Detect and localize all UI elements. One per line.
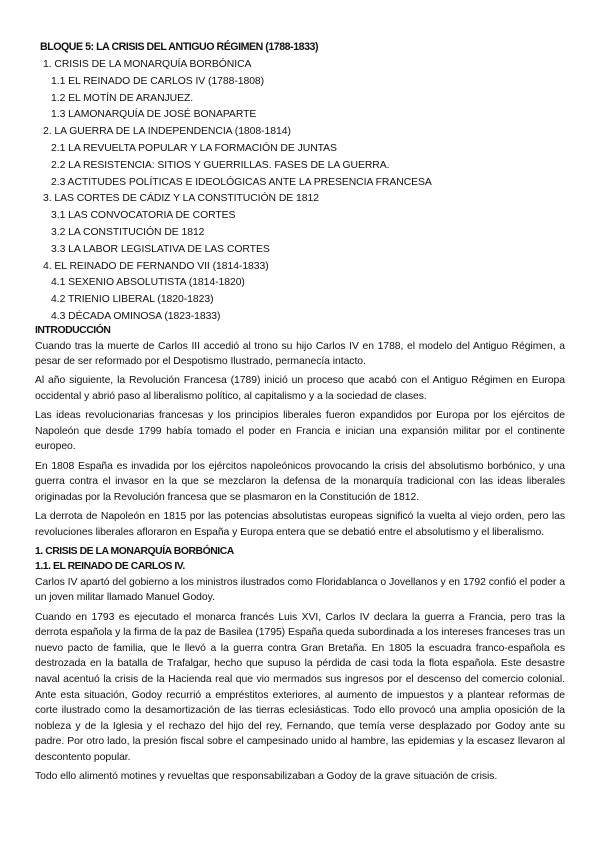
intro-paragraph: La derrota de Napoleón en 1815 por las potencias absolutistas europeas significó la vuelta al viejo orden, pero las revoluciones liberales afloraron en España y Europa entera que se debatió entre el absolutismo y el liberalismo. xyxy=(35,510,565,538)
intro-paragraph: Cuando tras la muerte de Carlos III accedió al trono su hijo Carlos IV en 1788, el modelo del Antiguo Régimen, a pesar de ser reformado por el Despotismo Ilustrado, permanecía intacto. xyxy=(35,340,565,368)
section-1-paragraph: Carlos IV apartó del gobierno a los ministros ilustrados como Floridablanca o Jovellanos y en 1792 confió el poder a un joven militar llamado Manuel Godoy. xyxy=(35,576,565,604)
toc-section-1: 1. CRISIS DE LA MONARQUÍA BORBÓNICA xyxy=(43,59,252,70)
section-1-paragraph: Cuando en 1793 es ejecutado el monarca francés Luis XVI, Carlos IV declara la guerra a Francia, pero tras la derrota española y la firma de la paz de Basilea (1795) España queda subordinada a los intereses franceses tras un nuevo pacto de familia, que le llevó a la guerra contra Gran Bretaña. En 1805 la escuadra franco-española es destrozada en la batalla de Trafalgar, hecho que supuso la pérdida de casi toda la flota española. Este desastre naval acentuó la crisis de la Hacienda real que vio mermados sus ingresos por el descenso del comercio colonial. Ante esta situación, Godoy recurrió a empréstitos exteriores, al aumento de impuestos y a plantear reformas de corte ilustrado como la desamortización de las tierras eclesiásticas. Todo ello provocó una amplia oposición de la nobleza y de la Iglesia y el rechazo del hijo del rey, Fernando, que temía verse desplazado por Godoy ante su padre. Por otro lado, la presión fiscal sobre el campesinado unido al hambre, las epidemias y la escasez llevaron al descontento popular. xyxy=(35,611,565,763)
intro-paragraph: Las ideas revolucionarias francesas y los principios liberales fueron expandidos por Europa por los ejércitos de Napoleón que desde 1799 había tomado el poder en Francia e inician una expansión militar por el continente europeo. xyxy=(35,410,565,453)
toc-item-3-3: 3.3 LA LABOR LEGISLATIVA DE LAS CORTES xyxy=(51,243,270,255)
toc-item-2-3: 2.3 ACTITUDES POLÍTICAS E IDEOLÓGICAS ANTE LA PRESENCIA FRANCESA xyxy=(51,176,432,188)
toc-section-2: 2. LA GUERRA DE LA INDEPENDENCIA (1808-1814) xyxy=(43,126,291,138)
toc-item-4-2: 4.2 TRIENIO LIBERAL (1820-1823) xyxy=(51,294,214,306)
toc-item-3-1: 3.1 LAS CONVOCATORIA DE CORTES xyxy=(51,210,236,222)
toc-item-4-3: 4.3 DÉCADA OMINOSA (1823-1833) xyxy=(51,310,221,322)
intro-heading: INTRODUCCIÓN xyxy=(35,325,111,336)
toc-item-2-2: 2.2 LA RESISTENCIA: SITIOS Y GUERRILLAS. FASES DE LA GUERRA. xyxy=(51,159,390,171)
toc-item-1-3: 1.3 LAMONARQUÍA DE JOSÉ BONAPARTE xyxy=(51,109,257,121)
intro-paragraph: En 1808 España es invadida por los ejércitos napoleónicos provocando la crisis del absolutismo borbónico, y una guerra contra el invasor en la que se mezclaron la defensa de la monarquía tradicional con las ideas liberales originadas por la Revolución francesa que se plasmaron en la Constitución de 1812. xyxy=(35,460,565,503)
section-1-paragraph: Todo ello alimentó motines y revueltas que responsabilizaban a Godoy de la grave situación de crisis. xyxy=(35,771,498,783)
table-of-contents xyxy=(0,57,600,326)
toc-item-3-2: 3.2 LA CONSTITUCIÓN DE 1812 xyxy=(51,226,205,238)
toc-section-3: 3. LAS CORTES DE CÁDIZ Y LA CONSTITUCIÓN DE 1812 xyxy=(43,193,319,205)
toc-item-4-1: 4.1 SEXENIO ABSOLUTISTA (1814-1820) xyxy=(51,277,245,289)
document-title: BLOQUE 5: LA CRISIS DEL ANTIGUO RÉGIMEN (1788-1833) xyxy=(40,41,319,53)
toc-item-1-2: 1.2 EL MOTÍN DE ARANJUEZ. xyxy=(51,92,194,104)
section-1-1-heading: 1.1. EL REINADO DE CARLOS IV. xyxy=(35,561,185,573)
intro-paragraph: Al año siguiente, la Revolución Francesa (1789) inició un proceso que acabó con el Antiguo Régimen en Europa occidental y abrió paso al liberalismo político, al capitalismo y a la sociedad de clases. xyxy=(35,375,565,402)
document-body xyxy=(35,323,565,788)
toc-item-1-1: 1.1 EL REINADO DE CARLOS IV (1788-1808) xyxy=(51,75,265,87)
toc-item-2-1: 2.1 LA REVUELTA POPULAR Y LA FORMACIÓN DE JUNTAS xyxy=(51,142,337,154)
section-1-heading: 1. CRISIS DE LA MONARQUÍA BORBÓNICA xyxy=(35,545,234,557)
toc-section-4: 4. EL REINADO DE FERNANDO VII (1814-1833) xyxy=(43,260,269,272)
